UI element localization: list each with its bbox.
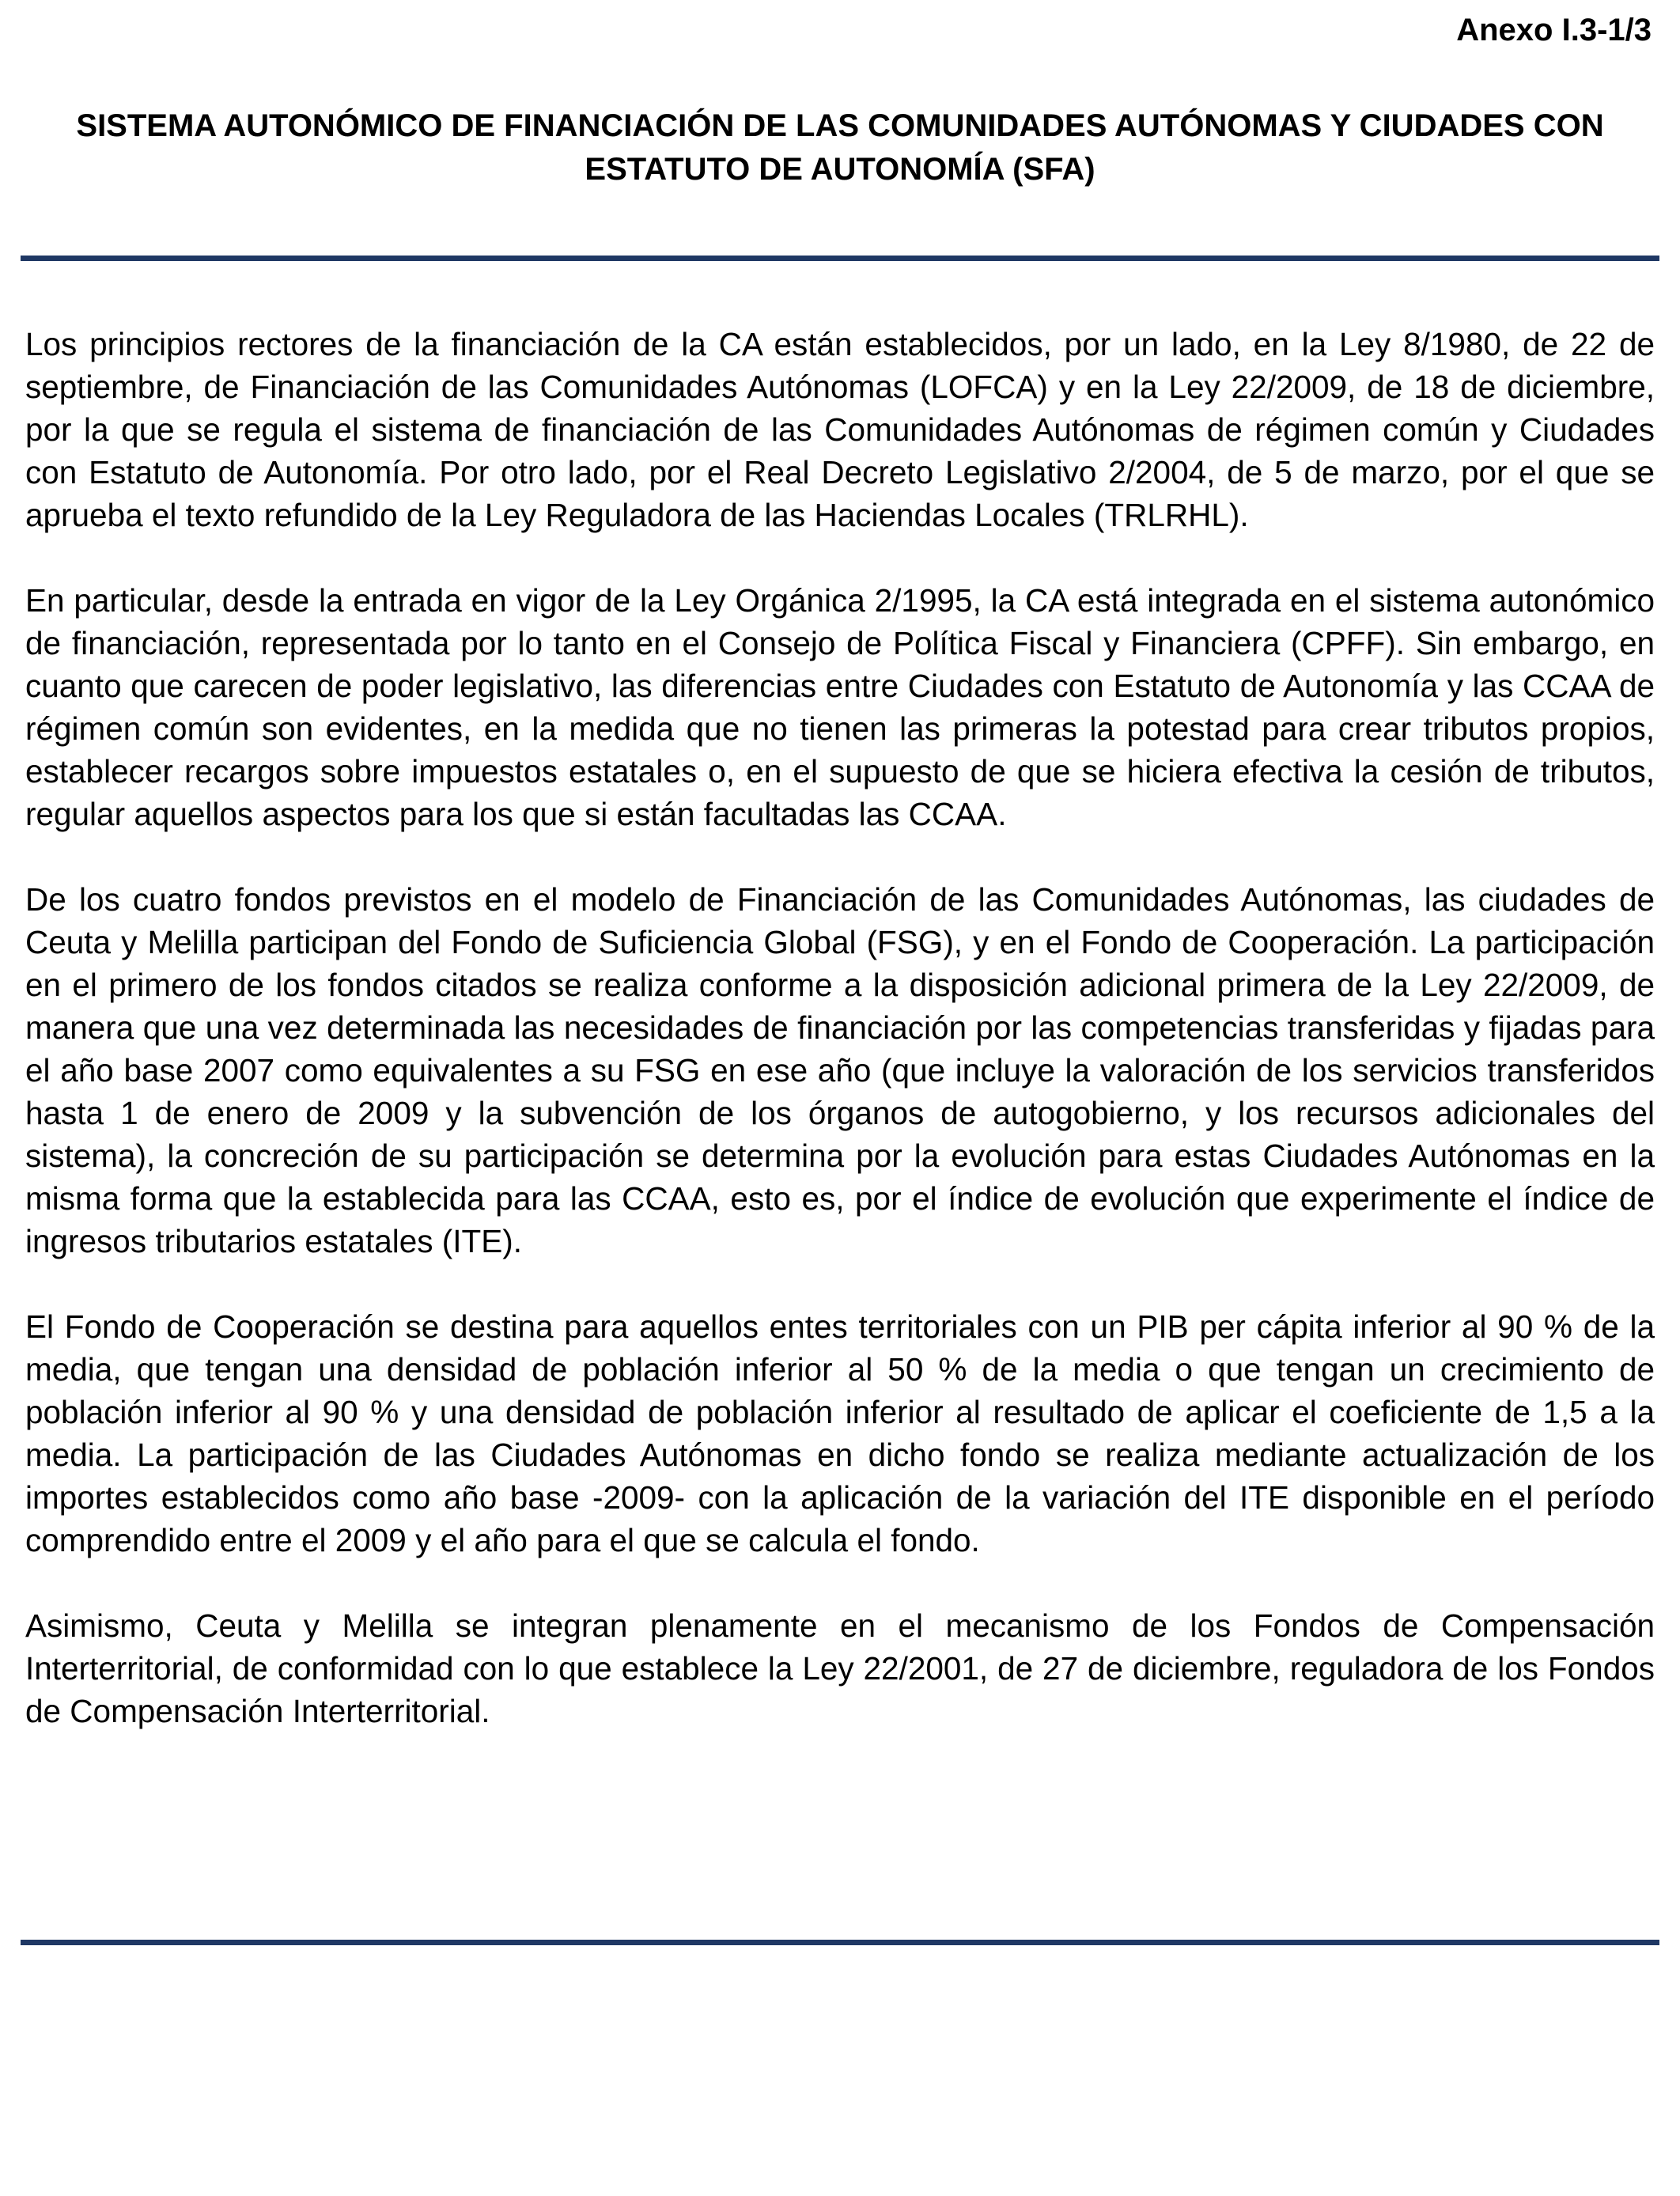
top-divider xyxy=(21,256,1659,261)
paragraph-autonomic-system: En particular, desde la entrada en vigor de la Ley Orgánica 2/1995, la CA está integrada en el sistema autonómico de financiación, representada por lo tanto en el Consejo de Política Fiscal y Financiera (CPFF). Sin embargo, en cuanto que carecen de poder legislativo, las diferencias entre Ciudades con Estatuto de Autonomía y las CCAA de régimen común son evidentes, en la medida que no tienen las primeras la potestad para crear tributos propios, establecer recargos sobre impuestos estatales o, en el supuesto de que se hiciera efectiva la cesión de tributos, regular aquellos aspectos para los que si están facultadas las CCAA. xyxy=(25,582,1655,832)
paragraph-legal-framework: Los principios rectores de la financiación de la CA están establecidos, por un lado, en la Ley 8/1980, de 22 de septiembre, de Financiación de las Comunidades Autónomas (LOFCA) y en la Ley 22/2009, de 18 de diciembre, por la que se regula el sistema de financiación de las Comunidades Autónomas de régimen común y Ciudades con Estatuto de Autonomía. Por otro lado, por el Real Decreto Legislativo 2/2004, de 5 de marzo, por el que se aprueba el texto refundido de la Ley Reguladora de las Haciendas Locales (TRLRHL). xyxy=(25,326,1655,533)
bottom-divider xyxy=(21,1940,1659,1945)
paragraph-cooperation-fund: El Fondo de Cooperación se destina para aquellos entes territoriales con un PIB per cápita inferior al 90 % de la media, que tengan una densidad de población inferior al 50 % de la media o que tengan un crecimiento de población inferior al 90 % y una densidad de población inferior al resultado de aplicar el coeficiente de 1,5 a la media. La participación de las Ciudades Autónomas en dicho fondo se realiza mediante actualización de los importes establecidos como año base -2009- con la aplicación de la variación del ITE disponible en el período comprendido entre el 2009 y el año para el que se calcula el fondo. xyxy=(25,1308,1655,1558)
annex-label: Anexo I.3-1/3 xyxy=(1456,13,1652,47)
paragraph-compensation-funds: Asimismo, Ceuta y Melilla se integran plenamente en el mecanismo de los Fondos de Compensación Interterritorial, de conformidad con lo que establece la Ley 22/2001, de 27 de diciembre, reguladora de los Fondos de Compensación Interterritorial. xyxy=(25,1607,1655,1729)
body-text xyxy=(25,323,1655,1775)
paragraph-sufficiency-fund: De los cuatro fondos previstos en el modelo de Financiación de las Comunidades Autónomas, las ciudades de Ceuta y Melilla participan del Fondo de Suficiencia Global (FSG), y en el Fondo de Cooperación. La participación en el primero de los fondos citados se realiza conforme a la disposición adicional primera de la Ley 22/2009, de manera que una vez determinada las necesidades de financiación por las competencias transferidas y fijadas para el año base 2007 como equivalentes a su FSG en ese año (que incluye la valoración de los servicios transferidos hasta 1 de enero de 2009 y la subvención de los órganos de autogobierno, y los recursos adicionales del sistema), la concreción de su participación se determina por la evolución para estas Ciudades Autónomas en la misma forma que la establecida para las CCAA, esto es, por el índice de evolución que experimente el índice de ingresos tributarios estatales (ITE). xyxy=(25,881,1655,1259)
document-title: SISTEMA AUTONÓMICO DE FINANCIACIÓN DE LAS COMUNIDADES AUTÓNOMAS Y CIUDADES CON ESTATUTO DE AUTONOMÍA (SFA) xyxy=(76,108,1604,187)
